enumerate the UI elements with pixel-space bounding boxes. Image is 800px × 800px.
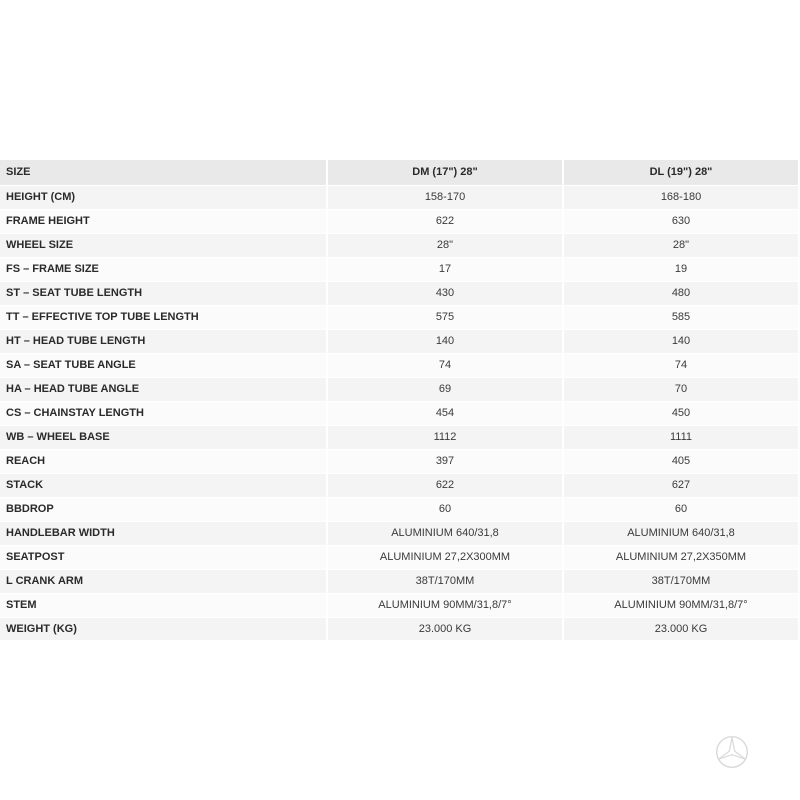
table-row [0, 378, 800, 402]
value-dl: 450 [564, 402, 800, 426]
star-logo-icon [714, 734, 750, 770]
table-row [0, 234, 800, 258]
value-dm: 69 [328, 378, 564, 402]
value-dl: 23.000 KG [564, 618, 800, 641]
value-dm: 60 [328, 498, 564, 522]
value-dm: 430 [328, 282, 564, 306]
table-body [0, 186, 800, 641]
value-dl: 168-180 [564, 186, 800, 210]
value-dl: 28" [564, 234, 800, 258]
value-dl: 585 [564, 306, 800, 330]
value-dl: 19 [564, 258, 800, 282]
value-dm: 622 [328, 210, 564, 234]
value-dl: 630 [564, 210, 800, 234]
value-dl: ALUMINIUM 90MM/31,8/7° [564, 594, 800, 618]
table-row [0, 306, 800, 330]
table-row [0, 498, 800, 522]
table-row [0, 594, 800, 618]
table-row [0, 354, 800, 378]
table-row [0, 618, 800, 641]
table-row [0, 546, 800, 570]
row-label: STEM [0, 594, 328, 618]
value-dm: 74 [328, 354, 564, 378]
value-dl: ALUMINIUM 640/31,8 [564, 522, 800, 546]
row-label: SA – SEAT TUBE ANGLE [0, 354, 328, 378]
value-dm: ALUMINIUM 90MM/31,8/7° [328, 594, 564, 618]
value-dm: 23.000 KG [328, 618, 564, 641]
value-dm: 454 [328, 402, 564, 426]
row-label: REACH [0, 450, 328, 474]
value-dm: 140 [328, 330, 564, 354]
value-dl: 60 [564, 498, 800, 522]
row-label: CS – CHAINSTAY LENGTH [0, 402, 328, 426]
row-label: STACK [0, 474, 328, 498]
value-dm: 1112 [328, 426, 564, 450]
table-row [0, 522, 800, 546]
value-dl: 74 [564, 354, 800, 378]
row-label: WEIGHT (KG) [0, 618, 328, 641]
value-dm: 622 [328, 474, 564, 498]
table-row [0, 210, 800, 234]
table-row [0, 186, 800, 210]
value-dl: ALUMINIUM 27,2X350MM [564, 546, 800, 570]
value-dm: 397 [328, 450, 564, 474]
value-dm: 38T/170MM [328, 570, 564, 594]
row-label: ST – SEAT TUBE LENGTH [0, 282, 328, 306]
header-size-dm: DM (17") 28" [328, 160, 564, 186]
value-dm: ALUMINIUM 640/31,8 [328, 522, 564, 546]
row-label: BBDROP [0, 498, 328, 522]
value-dl: 38T/170MM [564, 570, 800, 594]
value-dl: 405 [564, 450, 800, 474]
row-label: FS – FRAME SIZE [0, 258, 328, 282]
header-size-label: SIZE [0, 160, 328, 186]
row-label: SEATPOST [0, 546, 328, 570]
value-dm: 28" [328, 234, 564, 258]
value-dm: 17 [328, 258, 564, 282]
table-row [0, 402, 800, 426]
geometry-spec-table [0, 160, 800, 641]
value-dl: 627 [564, 474, 800, 498]
row-label: TT – EFFECTIVE TOP TUBE LENGTH [0, 306, 328, 330]
value-dl: 1111 [564, 426, 800, 450]
row-label: WB – WHEEL BASE [0, 426, 328, 450]
row-label: L CRANK ARM [0, 570, 328, 594]
value-dl: 140 [564, 330, 800, 354]
row-label: HANDLEBAR WIDTH [0, 522, 328, 546]
table-row [0, 474, 800, 498]
row-label: HEIGHT (CM) [0, 186, 328, 210]
row-label: HT – HEAD TUBE LENGTH [0, 330, 328, 354]
row-label: FRAME HEIGHT [0, 210, 328, 234]
table-row [0, 426, 800, 450]
table-row [0, 258, 800, 282]
table-row [0, 450, 800, 474]
row-label: WHEEL SIZE [0, 234, 328, 258]
value-dm: 158-170 [328, 186, 564, 210]
table-header-row [0, 160, 800, 186]
value-dm: ALUMINIUM 27,2X300MM [328, 546, 564, 570]
value-dl: 480 [564, 282, 800, 306]
table-row [0, 570, 800, 594]
value-dm: 575 [328, 306, 564, 330]
row-label: HA – HEAD TUBE ANGLE [0, 378, 328, 402]
table-row [0, 330, 800, 354]
header-size-dl: DL (19") 28" [564, 160, 800, 186]
value-dl: 70 [564, 378, 800, 402]
table-row [0, 282, 800, 306]
